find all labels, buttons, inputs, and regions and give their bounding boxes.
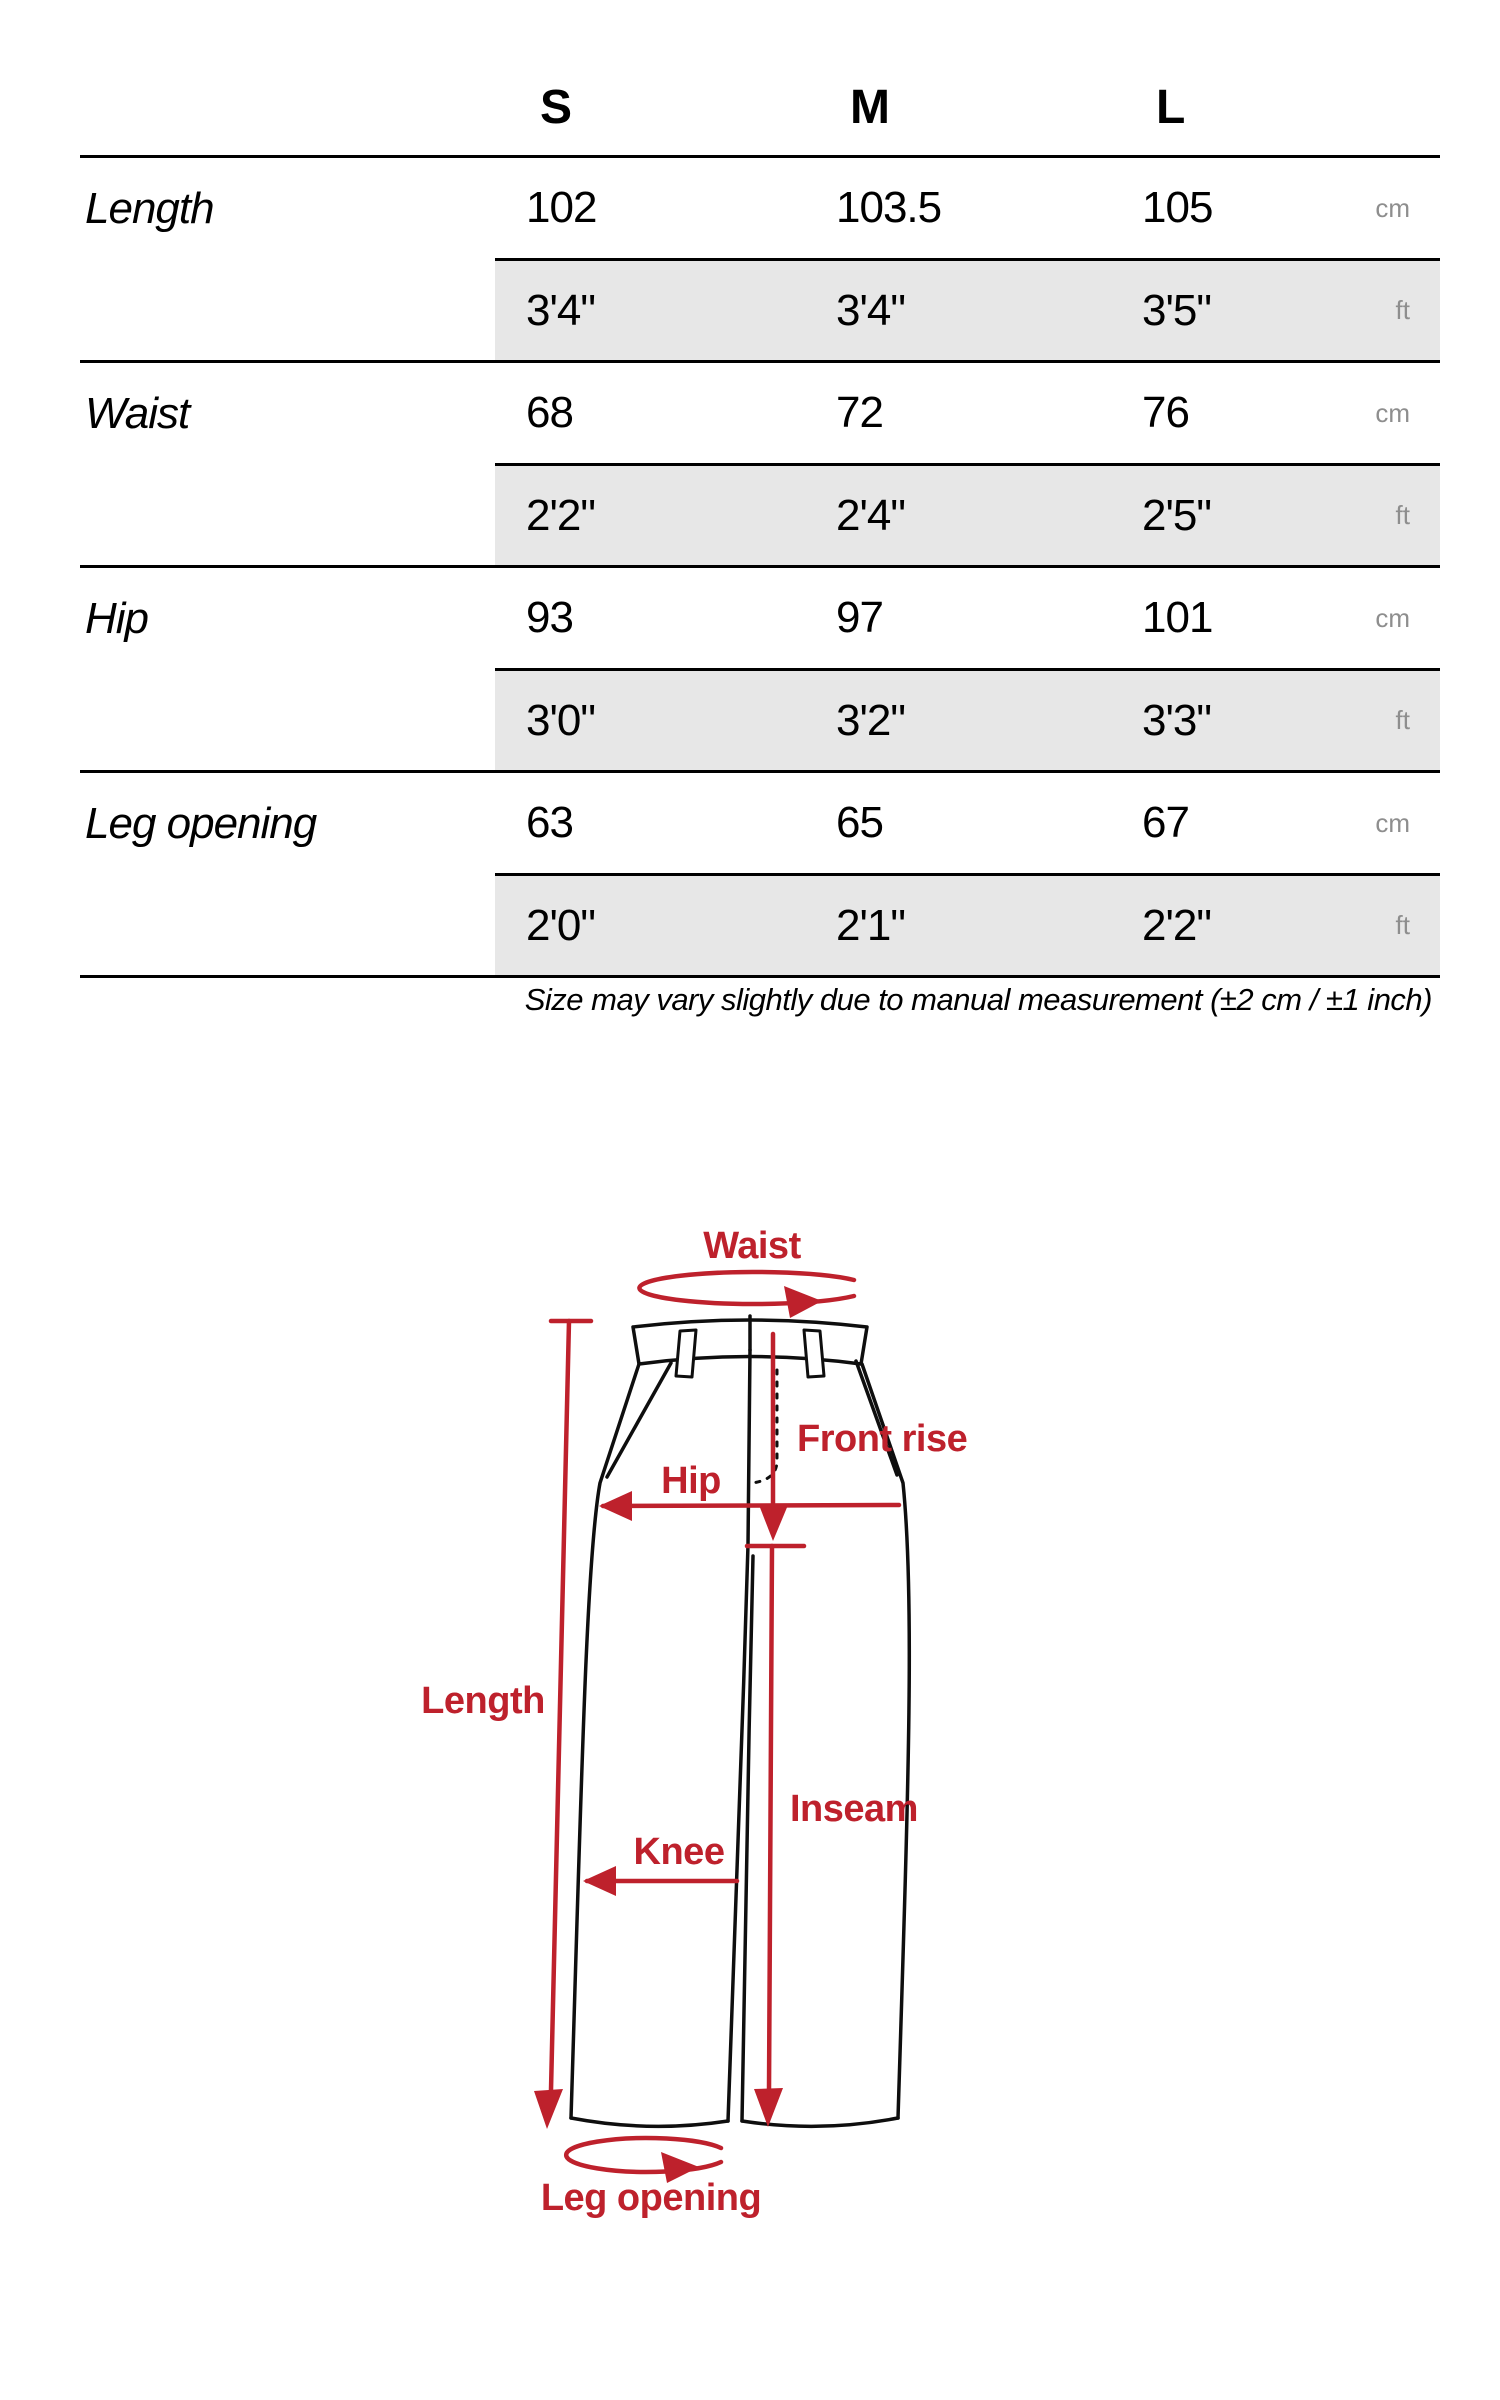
inseam-measure-arrow [747,1546,804,2127]
hip-s-ft: 3'0" [526,695,595,745]
row-label-length: Length [85,184,214,233]
waist-m-cm: 72 [836,388,883,437]
length-ft-row [495,258,1440,360]
leg-opening-s-cm: 63 [526,798,573,847]
waist-cm-row [495,363,1440,463]
hip-arrowhead [599,1491,632,1521]
measurement-note: Size may vary slightly due to manual measurement (±2 cm / ±1 inch) [524,982,1432,1017]
hip-label: Hip [661,1460,721,1502]
unit-label-cm: cm [1375,807,1410,838]
leg-opening-l-ft: 2'2" [1142,900,1211,950]
leg-opening-cm-row [495,773,1440,873]
size-chart-header-row [80,60,1440,158]
leg-opening-m-cm: 65 [836,798,883,847]
row-label-hip: Hip [85,594,149,643]
inseam-line [769,1546,772,2090]
waist-arrowhead [784,1286,822,1318]
length-label: Length [421,1680,545,1722]
leg-opening-s-ft: 2'0" [526,900,595,950]
knee-arrowhead [583,1866,616,1896]
length-s-ft: 3'4" [526,285,595,335]
column-header-m: M [850,81,889,134]
hip-l-cm: 101 [1142,593,1213,642]
table-row-hip [80,568,1440,773]
length-m-ft: 3'4" [836,285,905,335]
hip-s-cm: 93 [526,593,573,642]
column-header-s: S [540,81,572,134]
inseam-label: Inseam [790,1788,918,1830]
leg-opening-label: Leg opening [540,2177,762,2219]
front-rise-measure-arrow [759,1334,788,1541]
outer-seam-right [862,1364,909,2118]
column-header-l: L [1156,81,1185,134]
front-rise-label: Front rise [797,1418,968,1460]
waist-l-ft: 2'5" [1142,490,1211,540]
unit-label-ft: ft [1395,910,1410,940]
inseam-arrowhead [754,2088,783,2127]
leg-opening-ft-row [495,873,1440,975]
fly-seam [748,1350,750,1545]
size-chart-table [80,60,1440,978]
length-l-cm: 105 [1142,183,1213,232]
table-row-length [80,158,1440,363]
hip-l-ft: 3'3" [1142,695,1211,745]
hip-line [603,1505,899,1506]
belt-loop-left [676,1330,696,1377]
row-label-waist: Waist [85,389,190,438]
belt-loop-right [804,1330,824,1377]
waist-ellipse [639,1272,854,1304]
waist-measure-arrow [639,1272,854,1318]
pants-measurement-diagram [0,1200,1500,2400]
waist-ft-row [495,463,1440,565]
hem-left [571,2118,728,2126]
leg-opening-l-cm: 67 [1142,798,1189,847]
hip-m-cm: 97 [836,593,883,642]
unit-label-cm: cm [1375,192,1410,223]
unit-label-cm: cm [1375,397,1410,428]
length-m-cm: 103.5 [836,183,942,232]
waist-label: Waist [703,1225,801,1267]
length-l-ft: 3'5" [1142,285,1211,335]
unit-label-ft: ft [1395,295,1410,325]
waist-m-ft: 2'4" [836,490,905,540]
length-arrowhead [534,2089,563,2129]
row-label-leg-opening: Leg opening [85,799,317,848]
unit-label-ft: ft [1395,500,1410,530]
waist-l-cm: 76 [1142,388,1189,437]
knee-label: Knee [633,1831,725,1873]
unit-label-ft: ft [1395,705,1410,735]
front-rise-arrowhead [759,1505,788,1541]
outer-seam-left [571,1364,639,2118]
length-s-cm: 102 [526,183,597,232]
hip-cm-row [495,568,1440,668]
hip-ft-row [495,668,1440,770]
length-line [551,1321,569,2090]
leg-opening-m-ft: 2'1" [836,900,905,950]
table-row-waist [80,363,1440,568]
unit-label-cm: cm [1375,602,1410,633]
waist-s-ft: 2'2" [526,490,595,540]
table-row-leg-opening [80,773,1440,975]
length-cm-row [495,158,1440,258]
hip-m-ft: 3'2" [836,695,905,745]
waist-s-cm: 68 [526,388,573,437]
